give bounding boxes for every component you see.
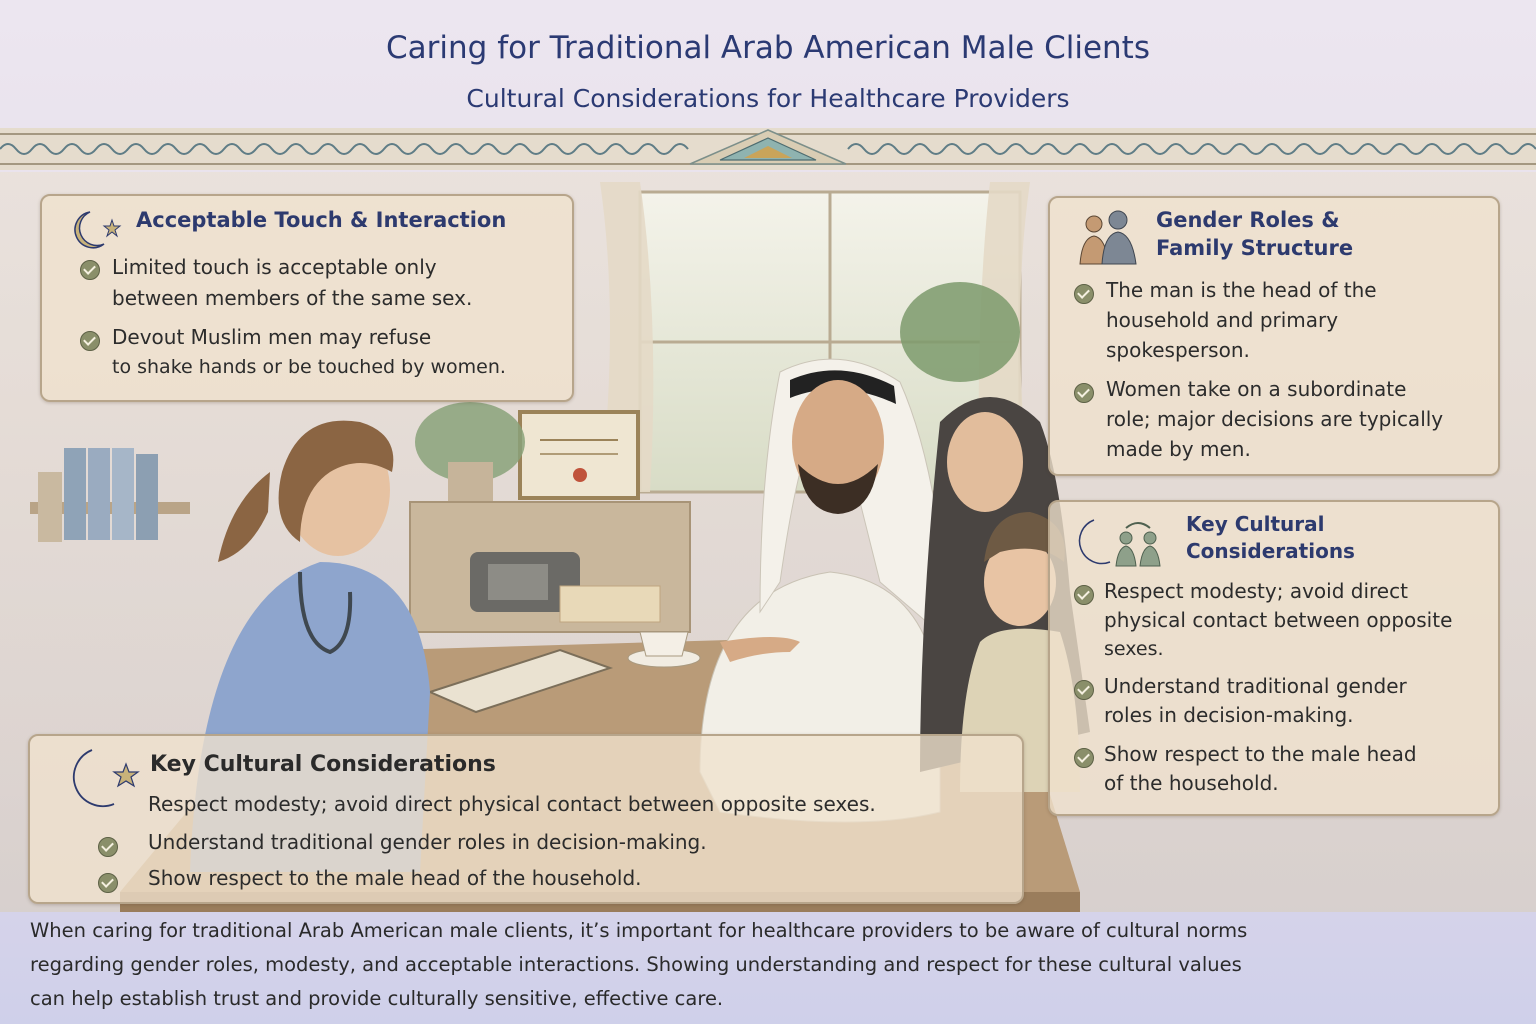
check-icon xyxy=(98,837,118,857)
check-icon xyxy=(1074,284,1094,304)
check-icon xyxy=(98,873,118,893)
check-icon xyxy=(1074,680,1094,700)
key-bottom-item-2: Understand traditional gender roles in decision-making. xyxy=(148,830,707,854)
check-icon xyxy=(1074,748,1094,768)
footer-line-1: When caring for traditional Arab American male clients, it’s important for healthcare providers to be aware of cultural norms xyxy=(30,919,1248,942)
page-subtitle: Cultural Considerations for Healthcare Providers xyxy=(466,84,1070,113)
key-right-item-1-line3: sexes. xyxy=(1104,638,1164,660)
family-icon xyxy=(1074,208,1140,266)
gender-panel-title-line2: Family Structure xyxy=(1156,236,1354,260)
crescent-star-icon xyxy=(58,744,144,814)
gender-item-2-line3: made by men. xyxy=(1106,437,1251,461)
touch-item-1-line2: between members of the same sex. xyxy=(112,286,473,310)
touch-panel-title: Acceptable Touch & Interaction xyxy=(136,208,507,232)
gender-item-1-line3: spokesperson. xyxy=(1106,338,1250,362)
gender-roles-panel xyxy=(1048,196,1500,476)
key-right-item-2-line1: Understand traditional gender xyxy=(1104,674,1407,698)
key-right-item-2-line2: roles in decision-making. xyxy=(1104,703,1354,727)
page-title: Caring for Traditional Arab American Male Clients xyxy=(386,30,1150,66)
touch-item-2-line2: to shake hands or be touched by women. xyxy=(112,356,506,378)
gender-panel-title-line1: Gender Roles & xyxy=(1156,208,1340,232)
key-bottom-title: Key Cultural Considerations xyxy=(150,752,496,777)
footer-line-3: can help establish trust and provide culturally sensitive, effective care. xyxy=(30,987,724,1010)
check-icon xyxy=(1074,383,1094,403)
gender-item-2-line2: role; major decisions are typically xyxy=(1106,407,1444,431)
key-right-item-1-line2: physical contact between opposite xyxy=(1104,608,1453,632)
touch-panel xyxy=(40,194,574,402)
crescent-star-icon xyxy=(66,208,126,252)
check-icon xyxy=(1074,585,1094,605)
key-right-title-line1: Key Cultural xyxy=(1186,512,1325,536)
check-icon xyxy=(80,260,100,280)
gender-item-2-line1: Women take on a subordinate xyxy=(1106,377,1407,401)
key-right-item-1-line1: Respect modesty; avoid direct xyxy=(1104,579,1408,603)
key-right-item-3-line1: Show respect to the male head xyxy=(1104,742,1417,766)
gender-item-1-line2: household and primary xyxy=(1106,308,1339,332)
check-icon xyxy=(80,331,100,351)
decorative-border xyxy=(0,128,1536,170)
key-bottom-item-1: Respect modesty; avoid direct physical contact between opposite sexes. xyxy=(148,792,876,816)
key-considerations-right-panel xyxy=(1048,500,1500,816)
touch-item-1-line1: Limited touch is acceptable only xyxy=(112,255,437,279)
touch-item-2-line1: Devout Muslim men may refuse xyxy=(112,325,432,349)
footer-line-2: regarding gender roles, modesty, and acceptable interactions. Showing understanding and respect for these cultural values xyxy=(30,953,1242,976)
key-considerations-bottom-panel xyxy=(28,734,1024,904)
footer-paragraph xyxy=(30,914,1510,1016)
key-right-title-line2: Considerations xyxy=(1186,539,1355,563)
key-bottom-item-3: Show respect to the male head of the household. xyxy=(148,866,642,890)
people-icon xyxy=(1070,514,1166,570)
key-right-item-3-line2: of the household. xyxy=(1104,771,1279,795)
gender-item-1-line1: The man is the head of the xyxy=(1106,278,1377,302)
